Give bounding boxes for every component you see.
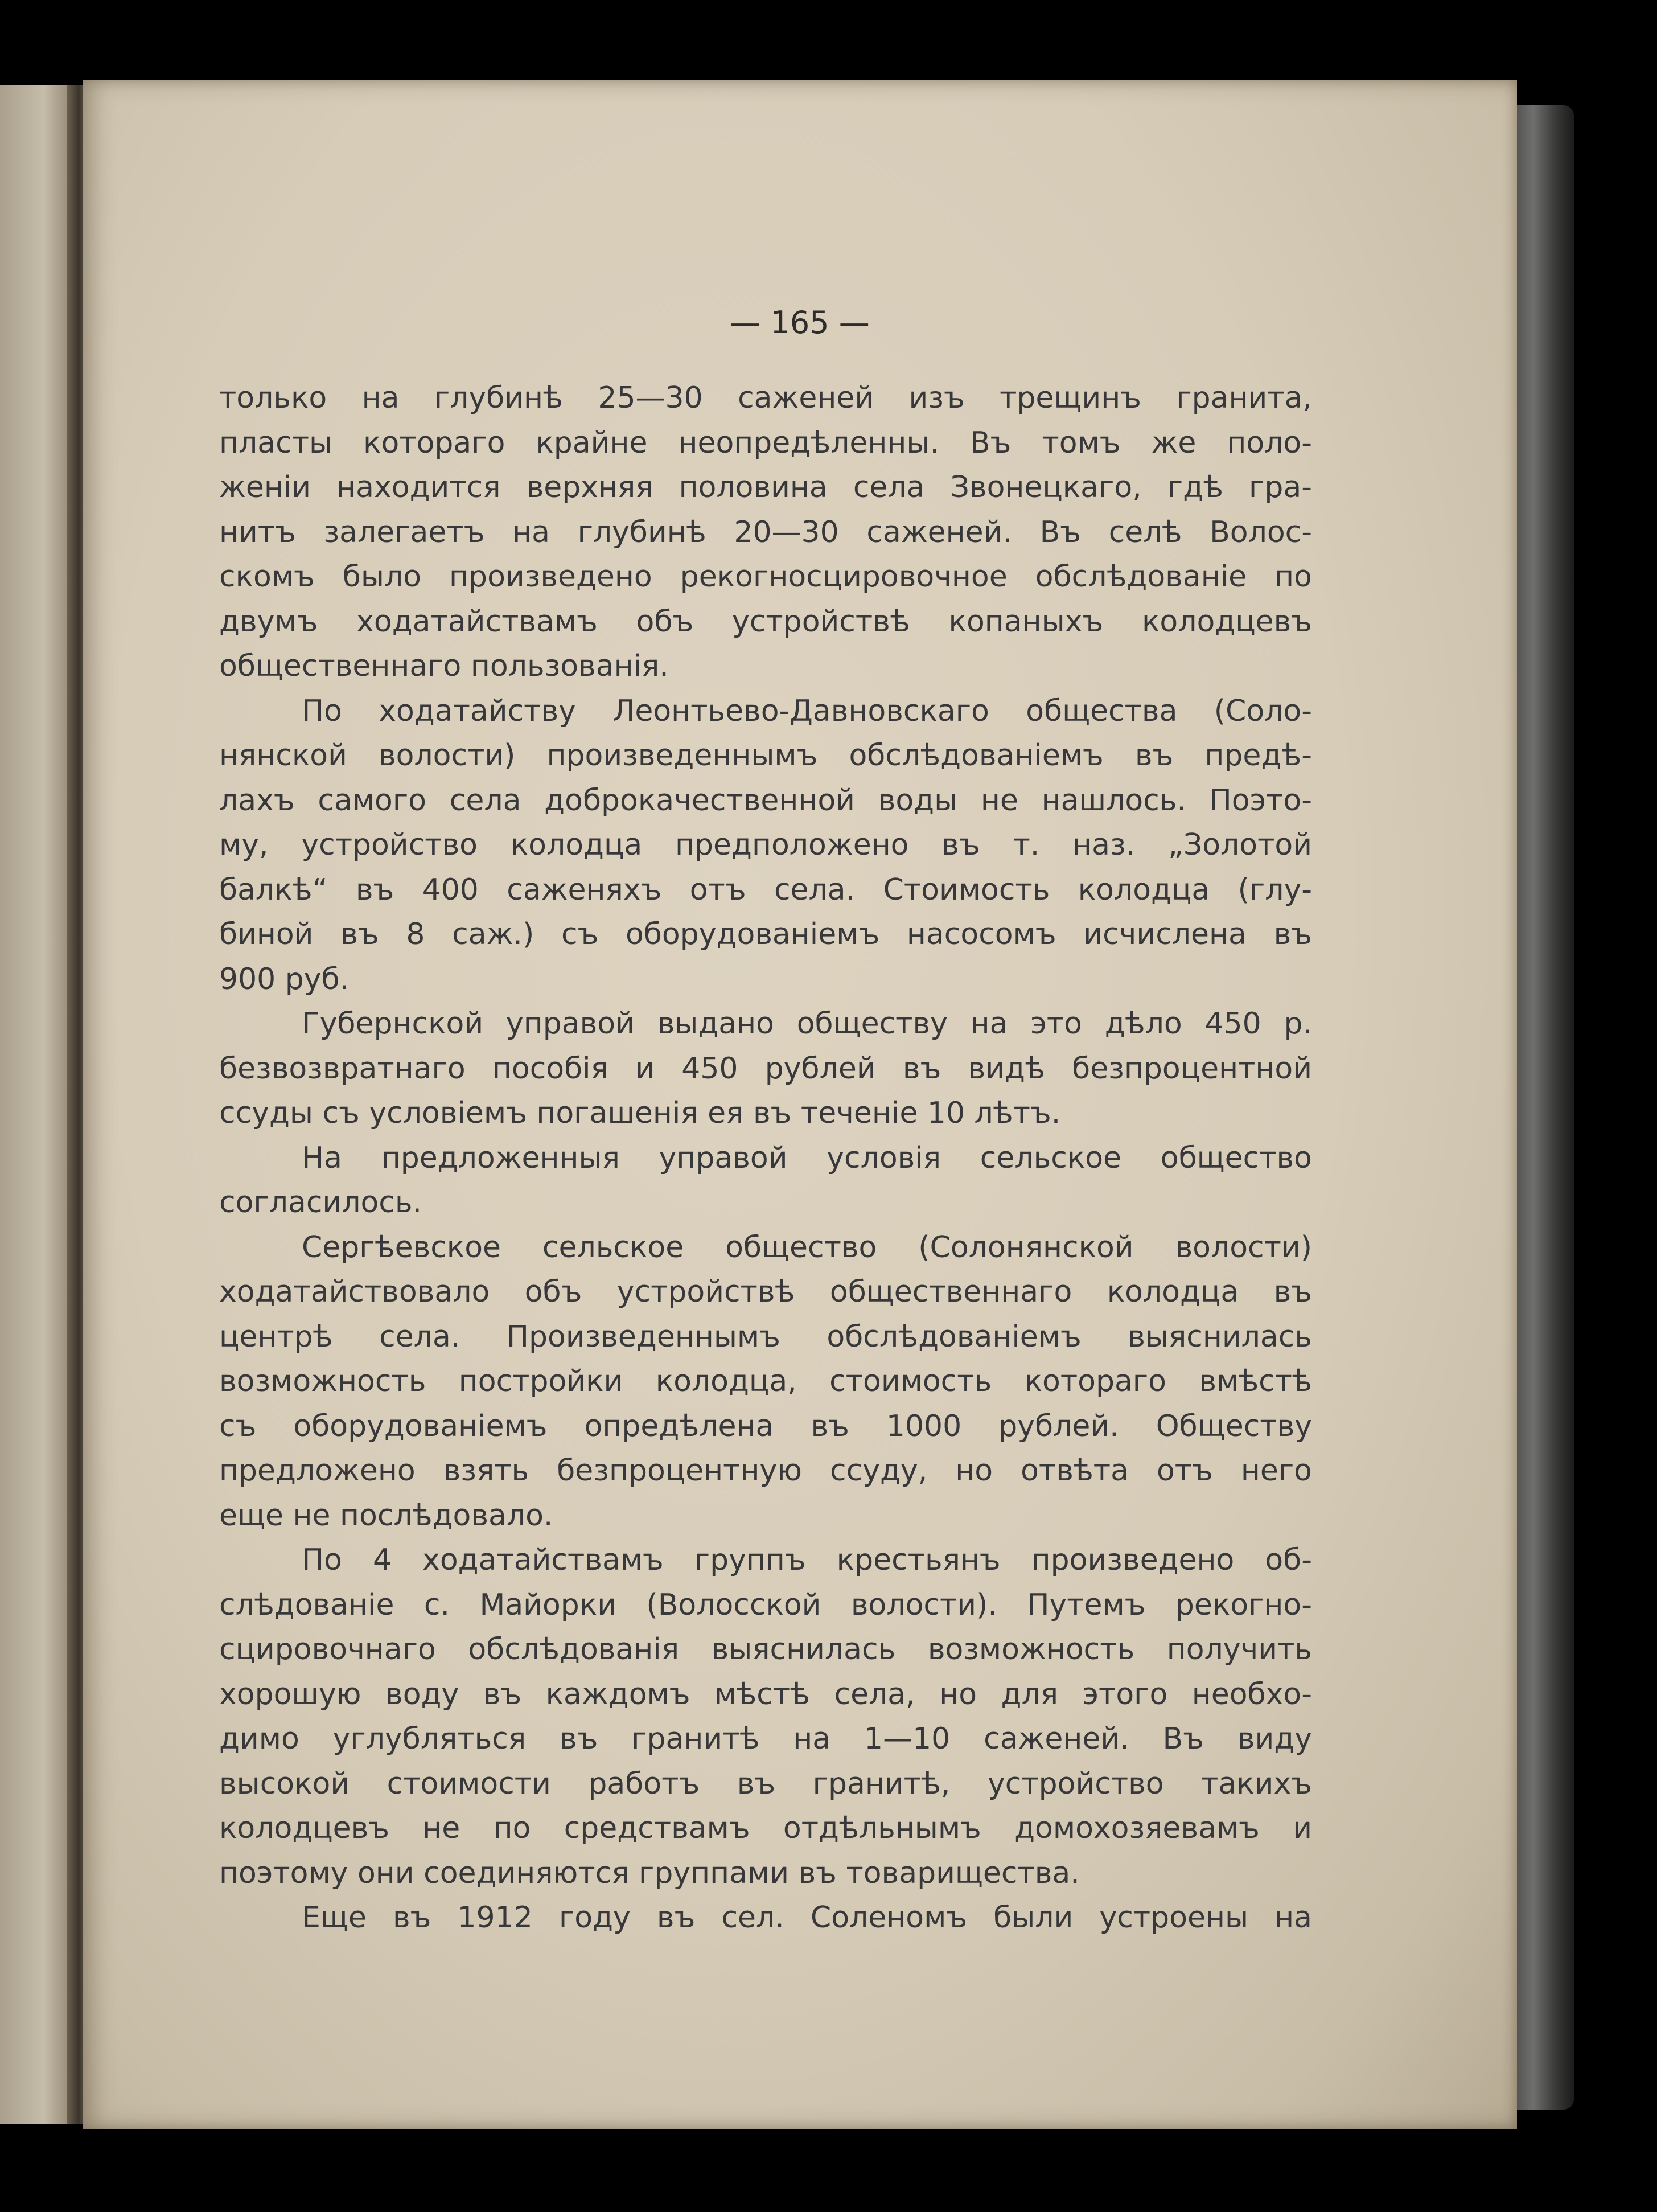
- text-line: женіи находится верхняя половина села Звонецкаго, гдѣ гра-: [219, 470, 1312, 504]
- text-line: общественнаго пользованія.: [219, 649, 669, 683]
- text-line: съ оборудованіемъ опредѣлена въ 1000 рублей. Обществу: [219, 1409, 1312, 1443]
- body-text: [219, 376, 1312, 1940]
- text-line: му, устройство колодца предположено въ т. наз. „Золотой: [219, 828, 1312, 862]
- text-line: слѣдованіе с. Майорки (Волосской волости). Путемъ рекогно-: [219, 1587, 1312, 1622]
- text-line: нитъ залегаетъ на глубинѣ 20—30 саженей. Въ селѣ Волос-: [219, 515, 1312, 549]
- text-line: нянской волости) произведеннымъ обслѣдованіемъ въ предѣ-: [219, 738, 1312, 773]
- text-line: биной въ 8 саж.) съ оборудованіемъ насосомъ исчислена въ: [219, 917, 1312, 951]
- text-line: центрѣ села. Произведеннымъ обслѣдованіемъ выяснилась: [219, 1319, 1312, 1354]
- text-line: двумъ ходатайствамъ объ устройствѣ копаныхъ колодцевъ: [219, 604, 1312, 639]
- text-line: поэтому они соединяются группами въ товарищества.: [219, 1856, 1080, 1890]
- text-line: только на глубинѣ 25—30 саженей изъ трещинъ гранита,: [219, 381, 1312, 415]
- text-line: По ходатайству Леонтьево-Давновскаго общества (Соло-: [302, 693, 1312, 728]
- text-line: колодцевъ не по средствамъ отдѣльнымъ домохозяевамъ и: [219, 1811, 1312, 1845]
- text-line: согласилось.: [219, 1185, 422, 1220]
- book-page: [83, 80, 1517, 2129]
- text-line: сцировочнаго обслѣдованія выяснилась возможность получить: [219, 1632, 1312, 1667]
- text-line: пласты котораго крайне неопредѣленны. Въ томъ же поло-: [219, 425, 1312, 460]
- text-line: ходатайствовало объ устройствѣ общественнаго колодца въ: [219, 1275, 1312, 1309]
- text-line: балкѣ“ въ 400 саженяхъ отъ села. Стоимость колодца (глу-: [219, 872, 1312, 907]
- text-line: лахъ самого села доброкачественной воды не нашлось. Поэто-: [219, 783, 1312, 818]
- text-line: скомъ было произведено рекогносцировочное обслѣдованіе по: [219, 560, 1312, 594]
- text-line: предложено взять безпроцентную ссуду, но отвѣта отъ него: [219, 1454, 1312, 1488]
- text-line: безвозвратнаго пособія и 450 рублей въ видѣ безпроцентной: [219, 1051, 1312, 1086]
- text-line: 900 руб.: [219, 962, 350, 996]
- text-line: На предложенныя управой условія сельское общество: [302, 1140, 1312, 1175]
- text-line: высокой стоимости работъ въ гранитѣ, устройство такихъ: [219, 1766, 1312, 1801]
- text-line: Еще въ 1912 году въ сел. Соленомъ были устроены на: [302, 1901, 1312, 1935]
- text-line: Губернской управой выдано обществу на это дѣло 450 р.: [302, 1007, 1312, 1041]
- text-line: еще не послѣдовало.: [219, 1498, 553, 1533]
- text-line: димо углубляться въ гранитѣ на 1—10 саженей. Въ виду: [219, 1722, 1312, 1756]
- text-line: ссуды съ условіемъ погашенія ея въ теченіе 10 лѣтъ.: [219, 1096, 1061, 1130]
- text-line: хорошую воду въ каждомъ мѣстѣ села, но для этого необхо-: [219, 1677, 1312, 1712]
- page-stack-edge: [1511, 105, 1574, 2110]
- page-number: — 165 —: [730, 305, 870, 340]
- text-line: Сергѣевское сельское общество (Солонянской волости): [302, 1230, 1312, 1265]
- text-line: По 4 ходатайствамъ группъ крестьянъ произведено об-: [302, 1543, 1312, 1577]
- text-line: возможность постройки колодца, стоимость котораго вмѣстѣ: [219, 1364, 1312, 1398]
